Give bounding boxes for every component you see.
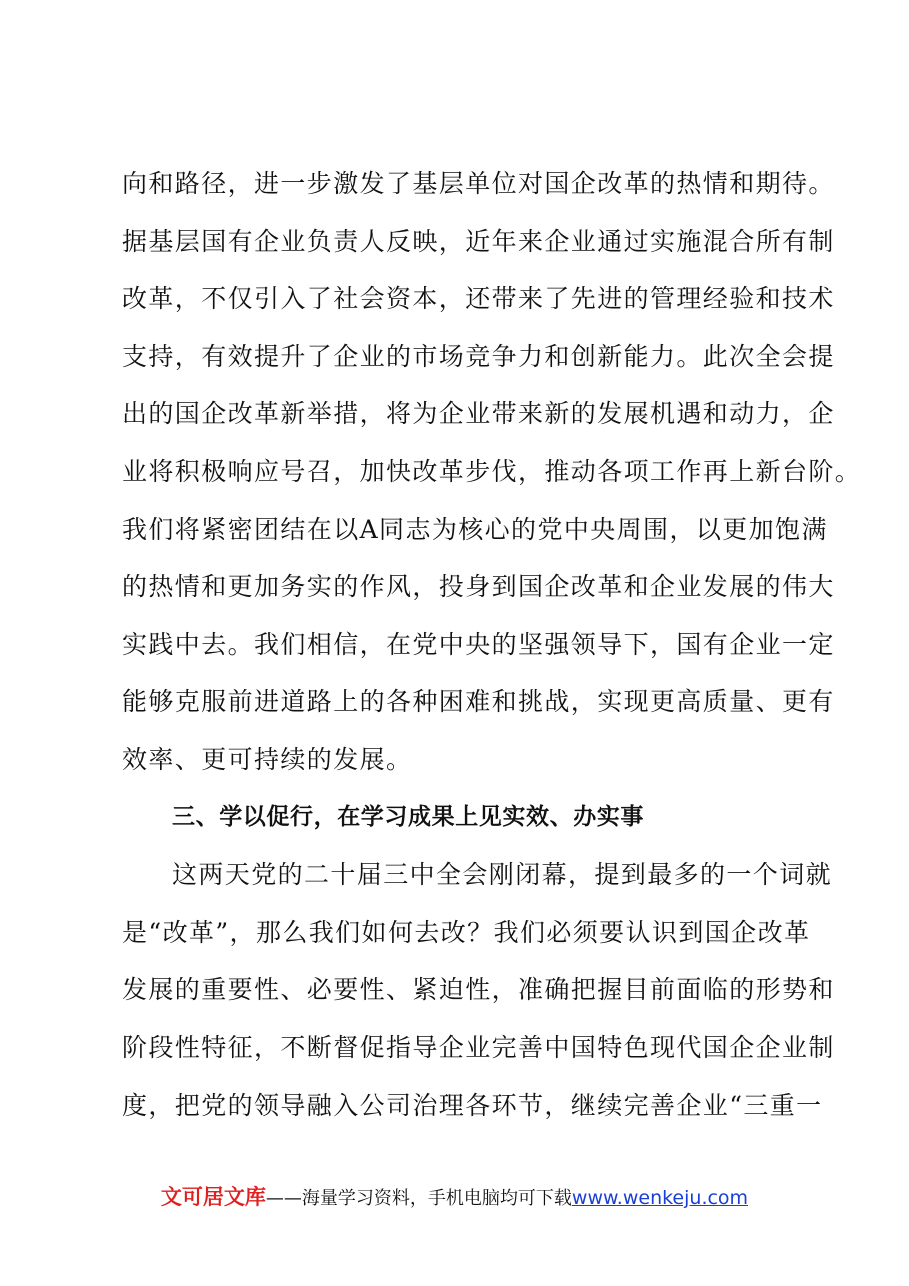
text-line: 的热情和更加务实的作风，投身到国企改革和企业发展的伟大: [122, 572, 835, 602]
text-line: 业将积极响应号召，加快改革步伐，推动各项工作再上新台阶。: [122, 456, 862, 486]
text-line: 阶段性特征，不断督促指导企业完善中国特色现代国企企业制: [122, 1032, 835, 1062]
text-line: 是“改革”，那么我们如何去改？我们必须要认识到国企改革: [122, 917, 811, 947]
text-line: 支持，有效提升了企业的市场竞争力和创新能力。此次全会提: [122, 341, 835, 371]
text-line: 改革，不仅引入了社会资本，还带来了先进的管理经验和技术: [122, 284, 835, 314]
text-line: 出的国企改革新举措，将为企业带来新的发展机遇和动力，企: [122, 399, 835, 429]
text-line: 实践中去。我们相信，在党中央的坚强领导下，国有企业一定: [122, 629, 835, 659]
document-body: [122, 155, 862, 1134]
brand-name: 文可居文库: [160, 1185, 266, 1209]
text-line: 这两天党的二十届三中全会刚闭幕，提到最多的一个词就: [172, 860, 833, 890]
section-heading: 三、学以促行，在学习成果上见实效、办实事: [172, 803, 644, 830]
website-link[interactable]: www.wenkeju.com: [571, 1187, 749, 1209]
text-line: 度，把党的领导融入公司治理各环节，继续完善企业“三重一: [122, 1090, 823, 1120]
text-line: 据基层国有企业负责人反映，近年来企业通过实施混合所有制: [122, 226, 835, 256]
text-line: 发展的重要性、必要性、紧迫性，准确把握目前面临的形势和: [122, 975, 835, 1005]
text-line: 向和路径，进一步激发了基层单位对国企改革的热情和期待。: [122, 169, 835, 198]
footer-tagline: ——海量学习资料，手机电脑均可下载: [265, 1188, 572, 1209]
text-line: 我们将紧密团结在以A同志为核心的党中央周围，以更加饱满: [122, 514, 828, 544]
footer-banner: [0, 1181, 909, 1211]
text-line: 能够克服前进道路上的各种困难和挑战，实现更高质量、更有: [122, 687, 835, 717]
text-line: 效率、更可持续的发展。: [122, 744, 413, 774]
